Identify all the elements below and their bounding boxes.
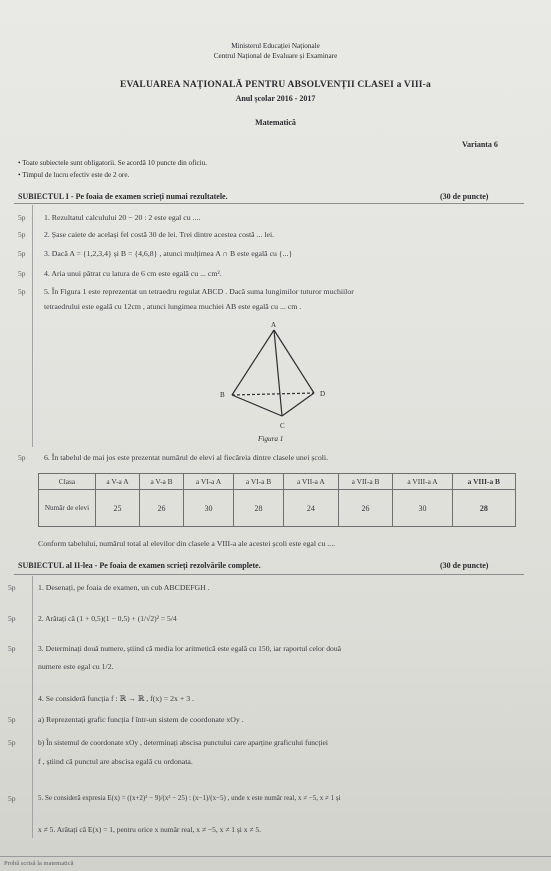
edge-ac — [274, 330, 282, 416]
item-points: 5p — [18, 230, 26, 239]
edge-bc — [232, 395, 282, 416]
table-header-cell: a VIII-a A — [393, 474, 452, 490]
question-text-continued: tetraedrului este egală cu 12cm , atunci lungimea muchiei AB este egală cu ... cm . — [44, 302, 302, 311]
table-header-row — [39, 474, 516, 490]
margin-line — [32, 576, 33, 838]
table-cell: 30 — [184, 490, 234, 527]
table-header-cell: a VI-a B — [234, 474, 284, 490]
table-cell: 24 — [284, 490, 339, 527]
table-cell: 28 — [452, 490, 515, 527]
question-text: 5. În Figura 1 este reprezentat un tetraedru regulat ABCD . Dacă suma lungimilor tuturor muchiilor — [44, 287, 354, 296]
school-year: Anul școlar 2016 - 2017 — [235, 94, 316, 103]
table-note: Conform tabelului, numărul total al elevilor din clasele a VIII-a ale acestei școli este egal cu .... — [38, 539, 336, 548]
table-cell: 26 — [338, 490, 393, 527]
edge-bd-hidden — [232, 393, 314, 395]
subject2-points: (30 de puncte) — [440, 561, 489, 570]
question-text: a) Reprezentați grafic funcția f într-un sistem de coordonate xOy . — [38, 715, 244, 724]
ministry-name: Ministerul Educației Naționale — [231, 42, 320, 50]
vertex-label-b: B — [220, 391, 225, 399]
subject1-points: (30 de puncte) — [440, 192, 489, 201]
item-points: 5p — [8, 583, 16, 592]
center-name: Centrul Național de Evaluare și Examinare — [213, 52, 338, 60]
table-header-cell: a V-a B — [140, 474, 184, 490]
edge-dc — [282, 393, 314, 416]
instruction-item: • Timpul de lucru efectiv este de 2 ore. — [18, 171, 130, 179]
table-header-cell: a VI-a A — [184, 474, 234, 490]
question-text: 6. În tabelul de mai jos este prezentat numărul de elevi al fiecăreia dintre clasele unei școli. — [44, 453, 329, 462]
edge-ab — [232, 330, 274, 395]
figure-caption: Figura 1 — [258, 435, 284, 443]
table-header-cell: a VII-a B — [338, 474, 393, 490]
edge-ad — [274, 330, 314, 393]
question-text-continued: numere este egal cu 1/2. — [38, 662, 114, 671]
vertex-label-a: A — [271, 321, 277, 329]
item-points: 5p — [18, 287, 26, 296]
subject1-title: SUBIECTUL I - Pe foaia de examen scrieți numai rezultatele. — [18, 192, 228, 201]
table-row — [39, 490, 516, 527]
item-points: 5p — [18, 269, 26, 278]
instruction-text: Toate subiectele sunt obligatorii. Se acordă 10 puncte din oficiu. — [22, 159, 208, 167]
item-points: 5p — [8, 715, 16, 724]
tetrahedron-figure — [210, 318, 330, 443]
question-text: 2. Arătați că (1 + 0,5)(1 − 0,5) + (1/√2)² = 5/4 — [38, 614, 177, 623]
question-text-continued: x ≠ 5. Arătați că E(x) = 1, pentru orice x număr real, x ≠ −5, x ≠ 1 și x ≠ 5. — [38, 825, 261, 834]
table-cell: 26 — [140, 490, 184, 527]
question-text: 4. Se consideră funcția f : ℝ → ℝ , f(x) = 2x + 3 . — [38, 694, 194, 703]
subject2-title: SUBIECTUL al II-lea - Pe foaia de examen scrieți rezolvările complete. — [18, 561, 261, 570]
question-text: 2. Șase caiete de același fel costă 30 de lei. Trei dintre acestea costă ... lei. — [44, 230, 275, 239]
question-text: 1. Desenați, pe foaia de examen, un cub ABCDEFGH . — [38, 583, 210, 592]
margin-line — [32, 205, 33, 447]
exam-title: EVALUAREA NAȚIONALĂ PENTRU ABSOLVENȚII CLASEI a VIII-a — [119, 80, 431, 90]
variant-label: Varianta 6 — [462, 140, 498, 149]
table-cell: 25 — [96, 490, 140, 527]
table-row-label: Număr de elevi — [39, 490, 96, 527]
subject-name: Matematică — [255, 118, 296, 127]
item-points: 5p — [8, 614, 16, 623]
item-points: 5p — [8, 738, 16, 747]
item-points: 5p — [18, 249, 26, 258]
section-divider — [14, 574, 524, 575]
question-text: 3. Dacă A = {1,2,3,4} și B = {4,6,8} , atunci mulțimea A ∩ B este egală cu {...} — [44, 249, 293, 258]
question-text: b) În sistemul de coordonate xOy , determinați abscisa punctului care aparține graficului funcției — [38, 738, 328, 747]
vertex-label-c: C — [280, 422, 285, 430]
table-header-cell: a VIII-a B — [452, 474, 515, 490]
instruction-item: • Toate subiectele sunt obligatorii. Se acordă 10 puncte din oficiu. — [18, 159, 208, 167]
section-divider — [14, 203, 524, 204]
question-text-continued: f , știind că punctul are abscisa egală cu ordonata. — [38, 757, 193, 766]
item-points: 5p — [8, 644, 16, 653]
students-table — [38, 473, 516, 527]
footer-divider — [0, 856, 551, 857]
instruction-text: Timpul de lucru efectiv este de 2 ore. — [22, 171, 130, 179]
question-text: 4. Aria unui pătrat cu latura de 6 cm este egală cu ... cm². — [44, 269, 222, 278]
table-cell: 28 — [234, 490, 284, 527]
vertex-label-d: D — [320, 390, 326, 398]
question-text: 1. Rezultatul calculului 20 − 20 : 2 este egal cu .... — [44, 213, 201, 222]
item-points: 5p — [8, 794, 16, 803]
question-text: 3. Determinați două numere, știind că media lor aritmetică este egală cu 150, iar raportul celor două — [38, 644, 341, 653]
table-header-cell: Clasa — [39, 474, 96, 490]
item-points: 5p — [18, 213, 26, 222]
table-header-cell: a VII-a A — [284, 474, 339, 490]
question-text: 5. Se consideră expresia E(x) = ((x+2)² − 9)/(x² − 25) : (x−1)/(x−5) , unde x este număr real, x ≠ −5, x ≠ 1 și — [38, 794, 341, 802]
table-cell: 30 — [393, 490, 452, 527]
footer-text: Probă scrisă la matematică — [4, 860, 74, 867]
item-points: 5p — [18, 453, 26, 462]
table-header-cell: a V-a A — [96, 474, 140, 490]
